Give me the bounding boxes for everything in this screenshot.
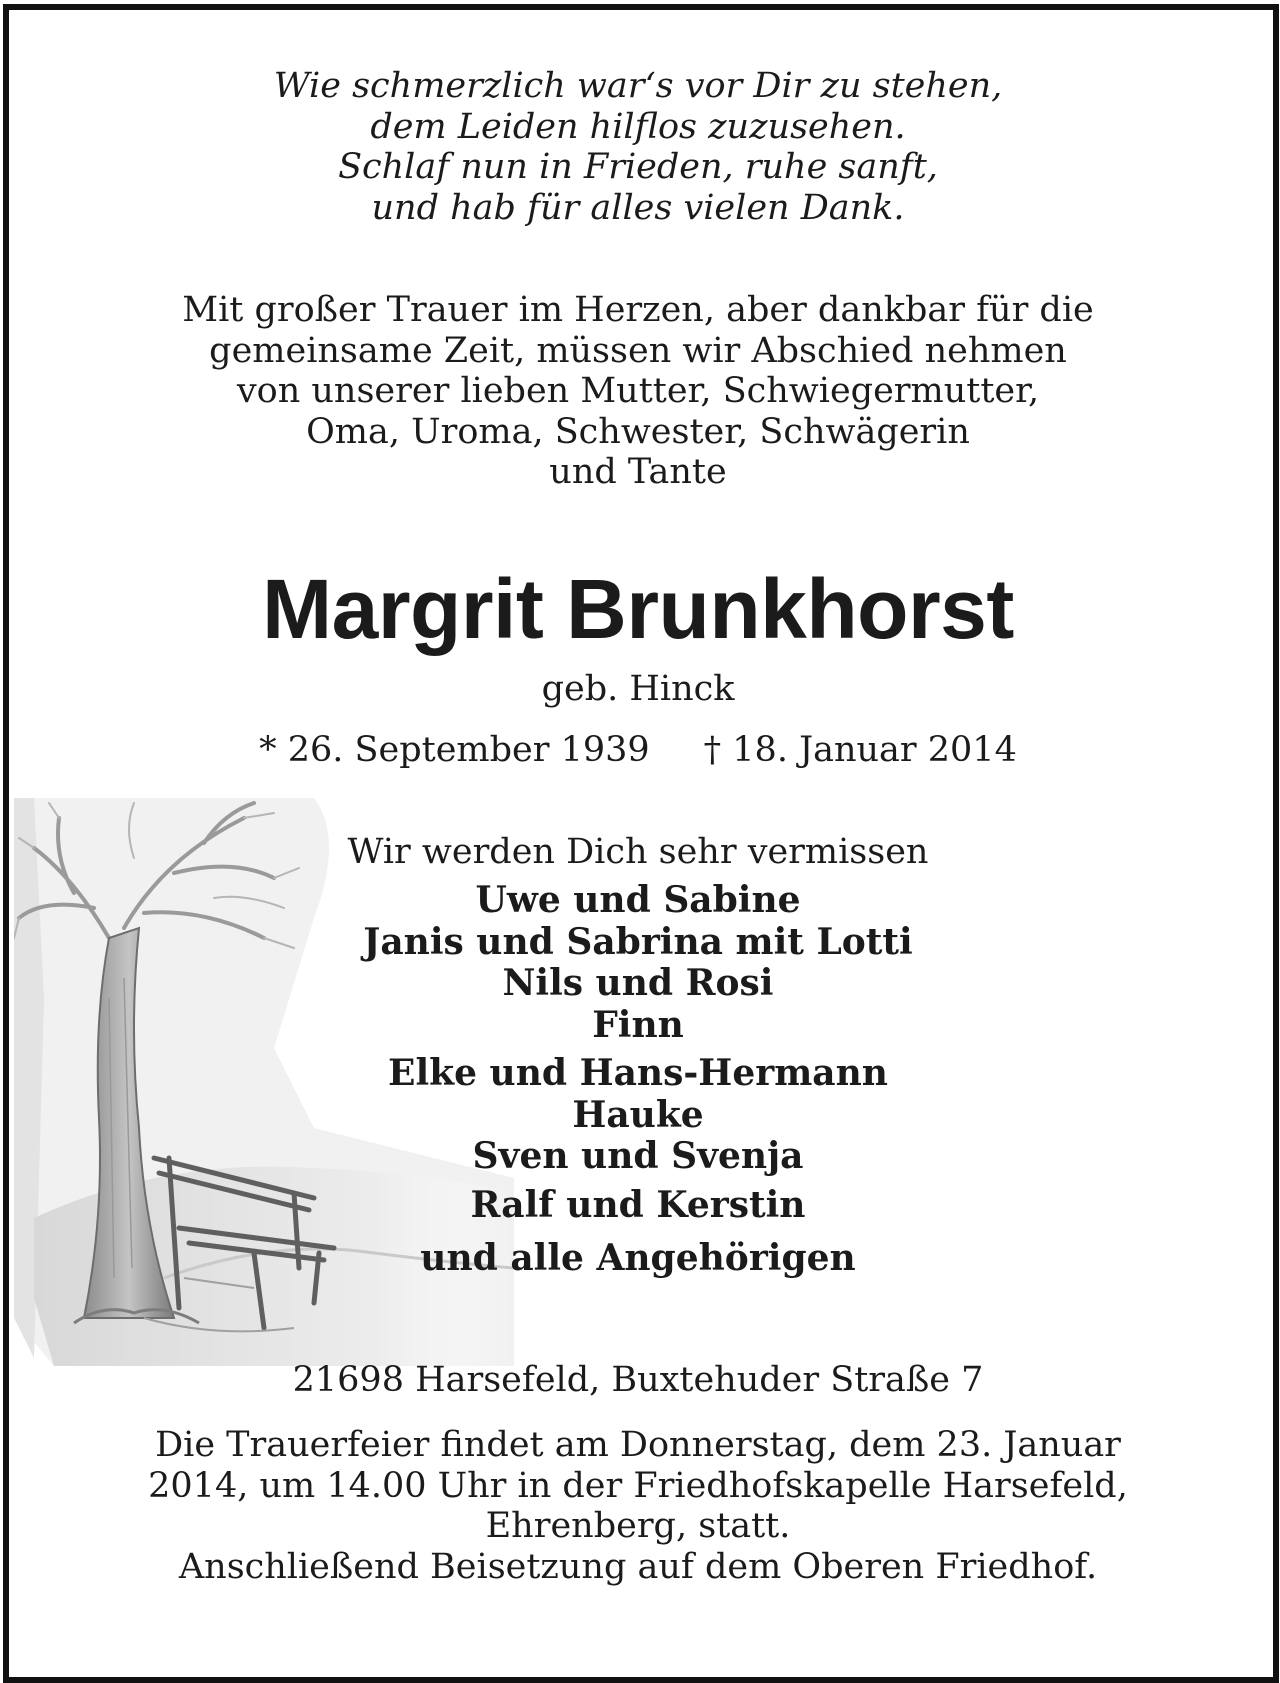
intro-line: Mit großer Trauer im Herzen, aber dankbar für die — [182, 290, 1094, 330]
family-group — [0, 1238, 1276, 1280]
intro-line: Oma, Uroma, Schwester, Schwägerin — [306, 411, 970, 452]
poem-line: dem Leiden hilflos zuzusehen. — [370, 106, 906, 147]
family-member: Uwe und Sabine — [475, 879, 801, 921]
intro-line: von unserer lieben Mutter, Schwiegermutter, — [236, 371, 1040, 411]
family-member: Ralf und Kerstin — [470, 1183, 806, 1226]
intro-line: gemeinsame Zeit, müssen wir Abschied nehmen — [209, 330, 1067, 371]
family-group — [0, 880, 1276, 1046]
birth-name: geb. Hinck — [541, 669, 735, 709]
service-line: Die Trauerfeier findet am Donnerstag, dem 23. Januar — [155, 1425, 1121, 1465]
family-member: Janis und Sabrina mit Lotti — [363, 920, 913, 963]
family-member: Elke und Hans-Hermann — [388, 1052, 888, 1094]
service-line: 2014, um 14.00 Uhr in der Friedhofskapelle Harsefeld, — [148, 1465, 1128, 1506]
intro-text — [0, 290, 1276, 493]
family-member: und alle Angehörigen — [420, 1237, 856, 1279]
service-line: Anschließend Beisetzung auf dem Oberen Friedhof. — [178, 1546, 1098, 1587]
poem-line: und hab für alles vielen Dank. — [371, 187, 905, 228]
death-date: † 18. Januar 2014 — [703, 730, 1017, 770]
intro-line: und Tante — [549, 452, 727, 492]
birth-date: * 26. September 1939 — [259, 730, 650, 770]
farewell-text: Wir werden Dich sehr vermissen — [347, 832, 929, 872]
family-group — [0, 1053, 1276, 1178]
life-dates — [0, 728, 1276, 772]
family-member: Hauke — [572, 1093, 704, 1136]
service-info — [0, 1425, 1276, 1587]
address: 21698 Harsefeld, Buxtehuder Straße 7 — [292, 1360, 984, 1400]
family-group — [0, 1185, 1276, 1227]
poem-line: Wie schmerzlich war‘s vor Dir zu stehen, — [273, 66, 1003, 106]
service-line: Ehrenberg, statt. — [485, 1506, 791, 1546]
family-member: Finn — [592, 1003, 684, 1046]
poem — [0, 66, 1276, 228]
family-member: Sven und Svenja — [472, 1135, 804, 1177]
poem-line: Schlaf nun in Frieden, ruhe sanft, — [338, 147, 938, 187]
family-member: Nils und Rosi — [502, 962, 774, 1004]
farewell-block — [0, 830, 1276, 1280]
deceased-name: Margrit Brunkhorst — [262, 562, 1014, 656]
